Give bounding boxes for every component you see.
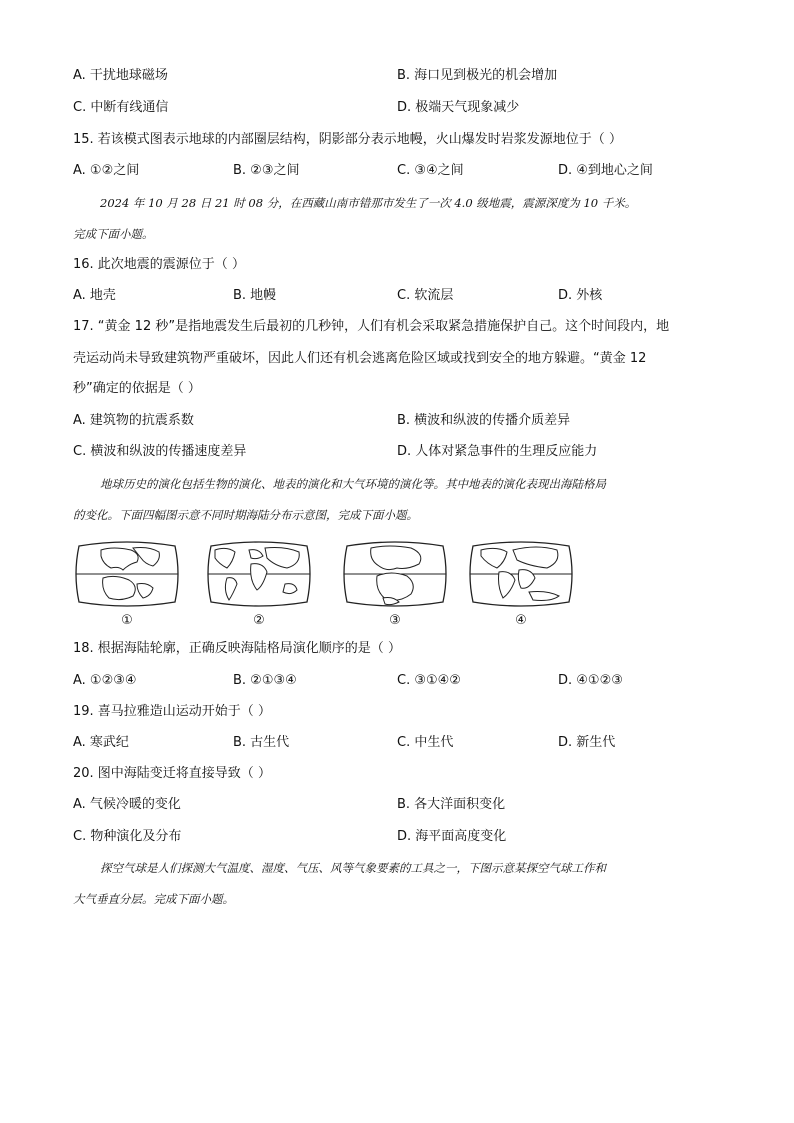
q18-option-b[interactable]: B. ②①③④ [233, 673, 297, 688]
map-1-image [73, 540, 181, 612]
q16-option-c[interactable]: C. 软流层 [397, 288, 454, 303]
q16-option-a[interactable]: A. 地壳 [73, 288, 116, 303]
q14-option-a[interactable]: A. 干扰地球磁场 [73, 68, 168, 83]
q16-stem: 16. 此次地震的震源位于（ ） [73, 257, 245, 272]
q20-option-a[interactable]: A. 气候冷暖的变化 [73, 797, 181, 812]
q19-option-c[interactable]: C. 中生代 [397, 735, 454, 750]
map-2-label: ② [253, 613, 265, 628]
q14-option-d[interactable]: D. 极端天气现象减少 [397, 100, 520, 115]
q15-option-d[interactable]: D. ④到地心之间 [558, 163, 653, 178]
q17-option-a[interactable]: A. 建筑物的抗震系数 [73, 413, 194, 428]
map-4-label: ④ [515, 613, 527, 628]
passage-evolution-line1: 地球历史的演化包括生物的演化、地表的演化和大气环境的演化等。其中地表的演化表现出海陆格局 [100, 477, 606, 491]
map-2 [205, 540, 313, 628]
q20-option-b[interactable]: B. 各大洋面积变化 [397, 797, 506, 812]
q18-option-d[interactable]: D. ④①②③ [558, 673, 623, 688]
passage-earthquake-line2: 完成下面小题。 [73, 227, 154, 241]
map-3 [341, 540, 449, 628]
q20-option-c[interactable]: C. 物种演化及分布 [73, 829, 182, 844]
q15-option-b[interactable]: B. ②③之间 [233, 163, 300, 178]
map-3-image [341, 540, 449, 612]
q15-stem: 15. 若该模式图表示地球的内部圈层结构，阴影部分表示地幔，火山爆发时岩浆发源地位于（ ） [73, 132, 622, 147]
passage-evolution-line2: 的变化。下面四幅图示意不同时期海陆分布示意图，完成下面小题。 [73, 508, 418, 522]
q17-option-b[interactable]: B. 横波和纵波的传播介质差异 [397, 413, 571, 428]
map-2-image [205, 540, 313, 612]
passage-balloon-line2: 大气垂直分层。完成下面小题。 [73, 892, 234, 906]
q19-stem: 19. 喜马拉雅造山运动开始于（ ） [73, 704, 271, 719]
q20-option-d[interactable]: D. 海平面高度变化 [397, 829, 507, 844]
q17-stem-line3: 秒”确定的依据是（ ） [73, 381, 201, 396]
q17-option-c[interactable]: C. 横波和纵波的传播速度差异 [73, 444, 247, 459]
q17-option-d[interactable]: D. 人体对紧急事件的生理反应能力 [397, 444, 598, 459]
q15-option-c[interactable]: C. ③④之间 [397, 163, 464, 178]
map-1-label: ① [121, 613, 133, 628]
map-1 [73, 540, 181, 628]
q18-stem: 18. 根据海陆轮廓，正确反映海陆格局演化顺序的是（ ） [73, 641, 401, 656]
passage-balloon-line1: 探空气球是人们探测大气温度、湿度、气压、风等气象要素的工具之一，下图示意某探空气球工作和 [100, 861, 606, 875]
q18-option-c[interactable]: C. ③①④② [397, 673, 461, 688]
q19-option-b[interactable]: B. 古生代 [233, 735, 290, 750]
q20-stem: 20. 图中海陆变迁将直接导致（ ） [73, 766, 271, 781]
q18-option-a[interactable]: A. ①②③④ [73, 673, 137, 688]
passage-earthquake-line1: 2024 年 10 月 28 日 21 时 08 分，在西藏山南市错那市发生了一次 4.0 级地震，震源深度为 10 千米。 [100, 196, 637, 210]
q16-option-b[interactable]: B. 地幔 [233, 288, 277, 303]
q15-option-a[interactable]: A. ①②之间 [73, 163, 140, 178]
q17-stem-line2: 壳运动尚未导致建筑物严重破坏，因此人们还有机会逃离危险区域或找到安全的地方躲避。“黄金 12 [73, 351, 647, 366]
q16-option-d[interactable]: D. 外核 [558, 288, 603, 303]
map-4-image [467, 540, 575, 612]
q19-option-d[interactable]: D. 新生代 [558, 735, 616, 750]
q17-stem-line1: 17. “黄金 12 秒”是指地震发生后最初的几秒钟，人们有机会采取紧急措施保护自己。这个时间段内，地 [73, 319, 670, 334]
q14-option-c[interactable]: C. 中断有线通信 [73, 100, 169, 115]
map-3-label: ③ [389, 613, 401, 628]
q14-option-b[interactable]: B. 海口见到极光的机会增加 [397, 68, 558, 83]
map-4 [467, 540, 575, 628]
q19-option-a[interactable]: A. 寒武纪 [73, 735, 129, 750]
land-sea-maps [73, 540, 593, 628]
